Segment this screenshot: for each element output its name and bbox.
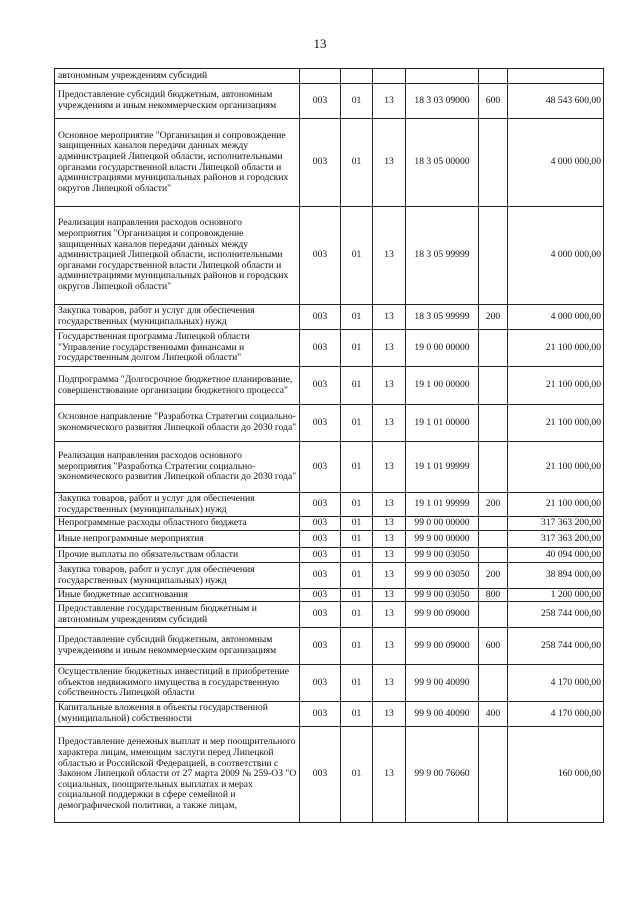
cell-rz: 01 <box>341 727 373 823</box>
cell-csr: 99 9 00 76060 <box>406 727 479 823</box>
table-row <box>55 665 604 702</box>
cell-vr <box>479 330 508 367</box>
cell-ved: 003 <box>300 405 341 442</box>
cell-csr: 18 3 05 99999 <box>406 207 479 305</box>
cell-pr: 13 <box>373 367 406 405</box>
cell-csr <box>406 69 479 84</box>
cell-csr: 18 3 05 99999 <box>406 305 479 330</box>
table-row <box>55 628 604 665</box>
cell-sum: 21 100 000,00 <box>508 442 604 493</box>
cell-pr: 13 <box>373 665 406 702</box>
table-row <box>55 493 604 517</box>
cell-rz: 01 <box>341 405 373 442</box>
cell-ved: 003 <box>300 602 341 628</box>
cell-vr <box>479 517 508 531</box>
cell-vr <box>479 405 508 442</box>
cell-name: Иные непрограммные мероприятия <box>55 531 300 548</box>
cell-name: Капитальные вложения в объекты государственной (муниципальной) собственности <box>55 702 300 727</box>
cell-vr <box>479 548 508 563</box>
cell-vr <box>479 119 508 207</box>
cell-rz: 01 <box>341 589 373 602</box>
cell-sum: 4 170 000,00 <box>508 702 604 727</box>
cell-pr: 13 <box>373 119 406 207</box>
cell-ved: 003 <box>300 727 341 823</box>
cell-ved: 003 <box>300 493 341 517</box>
table-row <box>55 531 604 548</box>
cell-ved: 003 <box>300 84 341 119</box>
cell-csr: 19 1 00 00000 <box>406 367 479 405</box>
cell-pr: 13 <box>373 84 406 119</box>
cell-vr <box>479 665 508 702</box>
cell-vr <box>479 442 508 493</box>
cell-pr: 13 <box>373 493 406 517</box>
cell-rz: 01 <box>341 330 373 367</box>
table-row <box>55 702 604 727</box>
table-row <box>55 84 604 119</box>
cell-vr <box>479 531 508 548</box>
cell-ved: 003 <box>300 207 341 305</box>
table-row <box>55 602 604 628</box>
cell-vr: 200 <box>479 493 508 517</box>
cell-vr: 600 <box>479 84 508 119</box>
cell-pr: 13 <box>373 330 406 367</box>
cell-csr: 99 9 00 03050 <box>406 589 479 602</box>
cell-vr <box>479 727 508 823</box>
cell-pr: 13 <box>373 405 406 442</box>
cell-csr: 19 1 01 00000 <box>406 405 479 442</box>
cell-sum: 258 744 000,00 <box>508 602 604 628</box>
cell-csr: 19 0 00 00000 <box>406 330 479 367</box>
cell-pr: 13 <box>373 442 406 493</box>
cell-rz: 01 <box>341 531 373 548</box>
cell-rz: 01 <box>341 517 373 531</box>
cell-rz <box>341 69 373 84</box>
cell-name: Закупка товаров, работ и услуг для обеспечения государственных (муниципальных) нужд <box>55 493 300 517</box>
cell-rz: 01 <box>341 563 373 589</box>
cell-sum <box>508 69 604 84</box>
cell-rz: 01 <box>341 442 373 493</box>
cell-ved: 003 <box>300 702 341 727</box>
cell-name: Предоставление субсидий бюджетным, автономным учреждениям и иным некоммерческим организациям <box>55 628 300 665</box>
cell-sum: 4 000 000,00 <box>508 207 604 305</box>
cell-ved: 003 <box>300 119 341 207</box>
cell-sum: 160 000,00 <box>508 727 604 823</box>
cell-vr: 200 <box>479 563 508 589</box>
cell-name: Предоставление субсидий бюджетным, автономным учреждениям и иным некоммерческим организациям <box>55 84 300 119</box>
cell-pr <box>373 69 406 84</box>
page-number: 13 <box>313 36 327 51</box>
cell-rz: 01 <box>341 305 373 330</box>
table-row <box>55 119 604 207</box>
cell-pr: 13 <box>373 563 406 589</box>
cell-vr: 600 <box>479 628 508 665</box>
cell-pr: 13 <box>373 207 406 305</box>
cell-pr: 13 <box>373 548 406 563</box>
cell-ved: 003 <box>300 563 341 589</box>
table-row <box>55 69 604 84</box>
cell-rz: 01 <box>341 548 373 563</box>
cell-sum: 21 100 000,00 <box>508 330 604 367</box>
cell-pr: 13 <box>373 305 406 330</box>
cell-name: Предоставление государственным бюджетным и автономным учреждениям субсидий <box>55 602 300 628</box>
cell-vr <box>479 602 508 628</box>
cell-pr: 13 <box>373 602 406 628</box>
cell-ved: 003 <box>300 517 341 531</box>
cell-ved: 003 <box>300 531 341 548</box>
cell-csr: 99 9 00 09000 <box>406 628 479 665</box>
table-row <box>55 589 604 602</box>
cell-name: Осуществление бюджетных инвестиций в приобретение объектов недвижимого имущества в государственную собственность Липецкой области <box>55 665 300 702</box>
table-row <box>55 305 604 330</box>
table-row <box>55 727 604 823</box>
cell-name: Закупка товаров, работ и услуг для обеспечения государственных (муниципальных) нужд <box>55 563 300 589</box>
cell-name: Государственная программа Липецкой области "Управление государственными финансами и государственным долгом Липецкой области" <box>55 330 300 367</box>
cell-csr: 19 1 01 99999 <box>406 442 479 493</box>
cell-name: Основное мероприятие "Организация и сопровождение защищенных каналов передачи данных между администрацией Липецкой области, исполнительными органами государственной власти Липецкой области и администрациями муниципальных районов и городских округов Липецкой области" <box>55 119 300 207</box>
cell-name: Подпрограмма "Долгосрочное бюджетное планирование, совершенствование организации бюджетного процесса" <box>55 367 300 405</box>
table-row <box>55 367 604 405</box>
cell-rz: 01 <box>341 367 373 405</box>
table-row <box>55 563 604 589</box>
cell-ved: 003 <box>300 442 341 493</box>
cell-rz: 01 <box>341 119 373 207</box>
cell-sum: 40 094 000,00 <box>508 548 604 563</box>
cell-rz: 01 <box>341 602 373 628</box>
cell-pr: 13 <box>373 727 406 823</box>
cell-name: Реализация направления расходов основного мероприятия "Разработка Стратегии социально-экономического развития Липецкой области до 2030 года" <box>55 442 300 493</box>
cell-ved: 003 <box>300 665 341 702</box>
cell-csr: 99 9 00 40090 <box>406 665 479 702</box>
cell-csr: 99 9 00 03050 <box>406 563 479 589</box>
cell-rz: 01 <box>341 628 373 665</box>
cell-csr: 19 1 01 99999 <box>406 493 479 517</box>
cell-ved: 003 <box>300 330 341 367</box>
cell-rz: 01 <box>341 493 373 517</box>
cell-name: Непрограммные расходы областного бюджета <box>55 517 300 531</box>
cell-csr: 99 9 00 03050 <box>406 548 479 563</box>
cell-sum: 21 100 000,00 <box>508 405 604 442</box>
cell-csr: 99 9 00 40090 <box>406 702 479 727</box>
cell-vr: 200 <box>479 305 508 330</box>
cell-ved: 003 <box>300 589 341 602</box>
cell-pr: 13 <box>373 531 406 548</box>
cell-csr: 18 3 03 09000 <box>406 84 479 119</box>
table-row <box>55 442 604 493</box>
cell-csr: 99 9 00 00000 <box>406 531 479 548</box>
cell-rz: 01 <box>341 207 373 305</box>
cell-sum: 38 894 000,00 <box>508 563 604 589</box>
cell-sum: 317 363 200,00 <box>508 531 604 548</box>
cell-sum: 48 543 600,00 <box>508 84 604 119</box>
cell-pr: 13 <box>373 517 406 531</box>
cell-sum: 258 744 000,00 <box>508 628 604 665</box>
cell-name: Прочие выплаты по обязательствам области <box>55 548 300 563</box>
cell-pr: 13 <box>373 589 406 602</box>
cell-rz: 01 <box>341 84 373 119</box>
cell-csr: 18 3 05 00000 <box>406 119 479 207</box>
cell-name: Реализация направления расходов основного мероприятия "Организация и сопровождение защищенных каналов передачи данных между администрацией Липецкой области, исполнительными органами государственной власти Липецкой области и администрациями муниципальных районов и городских округов Липецкой области" <box>55 207 300 305</box>
cell-sum: 317 363 200,00 <box>508 517 604 531</box>
cell-sum: 4 000 000,00 <box>508 305 604 330</box>
table-row <box>55 207 604 305</box>
table-row <box>55 548 604 563</box>
cell-ved: 003 <box>300 548 341 563</box>
cell-vr <box>479 69 508 84</box>
table-row <box>55 517 604 531</box>
cell-pr: 13 <box>373 628 406 665</box>
cell-sum: 4 000 000,00 <box>508 119 604 207</box>
cell-sum: 1 200 000,00 <box>508 589 604 602</box>
cell-name: Предоставление денежных выплат и мер поощрительного характера лицам, имеющим заслуги перед Липецкой областью и Российской Федерацией, в соответствии с Законом Липецкой области от 27 марта 2009 № 259-ОЗ "О социальных, поощрительных выплатах и мерах социальной поддержки в сфере семейной и демографической политики, а также лицам, <box>55 727 300 823</box>
cell-vr: 800 <box>479 589 508 602</box>
cell-pr: 13 <box>373 702 406 727</box>
budget-table <box>54 68 604 823</box>
cell-name: Иные бюджетные ассигнования <box>55 589 300 602</box>
cell-sum: 21 100 000,00 <box>508 367 604 405</box>
cell-vr <box>479 367 508 405</box>
cell-sum: 21 100 000,00 <box>508 493 604 517</box>
cell-ved: 003 <box>300 305 341 330</box>
cell-ved <box>300 69 341 84</box>
cell-csr: 99 9 00 09000 <box>406 602 479 628</box>
cell-ved: 003 <box>300 628 341 665</box>
cell-vr <box>479 207 508 305</box>
cell-name: Основное направление "Разработка Стратегии социально-экономического развития Липецкой области до 2030 года" <box>55 405 300 442</box>
table-row <box>55 330 604 367</box>
cell-name: автономным учреждениям субсидий <box>55 69 300 84</box>
cell-vr: 400 <box>479 702 508 727</box>
cell-name: Закупка товаров, работ и услуг для обеспечения государственных (муниципальных) нужд <box>55 305 300 330</box>
cell-ved: 003 <box>300 367 341 405</box>
cell-csr: 99 0 00 00000 <box>406 517 479 531</box>
table-row <box>55 405 604 442</box>
cell-rz: 01 <box>341 702 373 727</box>
cell-sum: 4 170 000,00 <box>508 665 604 702</box>
cell-rz: 01 <box>341 665 373 702</box>
